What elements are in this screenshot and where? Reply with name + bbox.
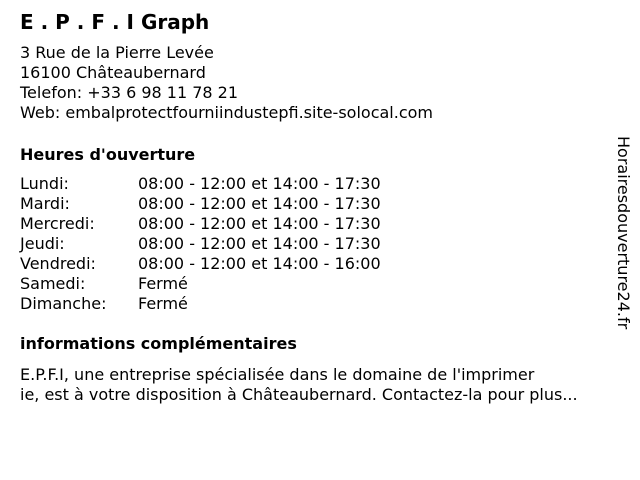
description-line: ie, est à votre disposition à Châteaubernard. Contactez-la pour plus... bbox=[20, 385, 578, 404]
business-description bbox=[20, 365, 620, 405]
day-label: Mercredi: bbox=[20, 214, 95, 233]
contact-block bbox=[20, 43, 433, 123]
time-value: 08:00 - 12:00 et 14:00 - 17:30 bbox=[138, 214, 381, 233]
day-label: Dimanche: bbox=[20, 294, 107, 313]
time-value: 08:00 - 12:00 et 14:00 - 17:30 bbox=[138, 194, 381, 213]
day-label: Samedi: bbox=[20, 274, 86, 293]
time-value: 08:00 - 12:00 et 14:00 - 16:00 bbox=[138, 254, 381, 273]
phone-line: Telefon: +33 6 98 11 78 21 bbox=[20, 83, 239, 102]
day-label: Jeudi: bbox=[20, 234, 65, 253]
description-line: E.P.F.I, une entreprise spécialisée dans le domaine de l'imprimer bbox=[20, 365, 535, 384]
additional-info-heading: informations complémentaires bbox=[20, 334, 297, 353]
source-site-label: Horairesdouverture24.fr bbox=[614, 136, 633, 330]
business-name: E . P . F . I Graph bbox=[20, 10, 210, 34]
opening-hours-heading: Heures d'ouverture bbox=[20, 145, 196, 164]
time-value: 08:00 - 12:00 et 14:00 - 17:30 bbox=[138, 234, 381, 253]
address-line-city: 16100 Châteaubernard bbox=[20, 63, 206, 82]
time-value: Fermé bbox=[138, 294, 188, 313]
time-value: 08:00 - 12:00 et 14:00 - 17:30 bbox=[138, 174, 381, 193]
day-label: Lundi: bbox=[20, 174, 69, 193]
time-value: Fermé bbox=[138, 274, 188, 293]
address-line-street: 3 Rue de la Pierre Levée bbox=[20, 43, 214, 62]
website-line: Web: embalprotectfourniindustepfi.site-solocal.com bbox=[20, 103, 433, 122]
day-label: Vendredi: bbox=[20, 254, 96, 273]
day-label: Mardi: bbox=[20, 194, 70, 213]
